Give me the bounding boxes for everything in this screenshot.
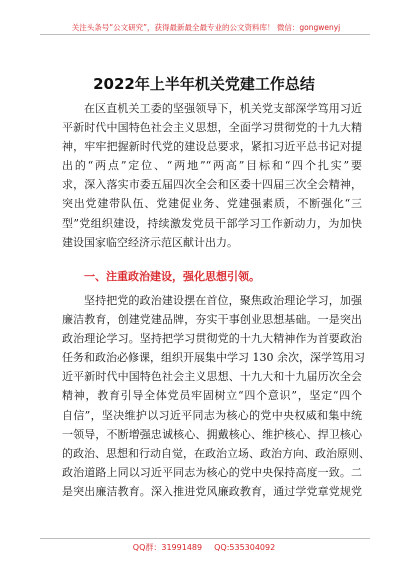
header-banner: 关注头条号“公文研究”，获得最新最全最专业的公文资料库！ 微信：gongwenyj [71,23,341,32]
body-line: 政治理论学习。坚持把学习贯彻党的十九大精神作为首要政治 [62,332,362,346]
footer-qq: QQ:535304092 [214,543,276,552]
footer-divider [40,538,370,539]
body-line: 坚持把党的政治建设摆在首位，聚焦政治理论学习，加强 [84,294,362,307]
intro-line: 型”党组织建设，持续激发党员干部学习工作新动力，为加快 [62,216,362,230]
body-line: 自信”，坚决维护以习近平同志为核心的党中央权威和集中统 [62,408,362,422]
intro-line: 出的“两点”定位、“两地”“两高”目标和“四个扎实”要 [62,159,362,173]
body-paragraph [62,291,370,501]
document-title: 2022年上半年机关党建工作总结 [93,75,315,93]
body-line: 一领导，不断增强忠诚核心、拥戴核心、维护核心、捍卫核心 [62,427,362,441]
intro-line: 在区直机关工委的坚强领导下，机关党支部深学笃用习近 [84,102,362,115]
intro-paragraph [62,99,362,252]
footer-qq-group: QQ群：31991489 [132,543,203,552]
body-line: 的政治、思想和行动自觉，在政治立场、政治方向、政治原则、 [62,446,370,460]
intro-line: 平新时代中国特色社会主义思想，全面学习贯彻党的十九大精 [62,121,362,135]
body-line: 是突出廉洁教育。深入推进党风廉政教育，通过学党章党规党 [62,484,362,498]
footer [0,542,408,553]
intro-line: 神，牢牢把握新时代党的建设总要求，紧扣习近平总书记对提 [62,140,362,154]
body-line: 廉洁教育，创建党建品牌，夯实干事创业思想基础。一是突出 [62,313,362,327]
section-heading: 一、注重政治建设，强化思想引领。 [84,270,260,283]
body-line: 近平新时代中国特色社会主义思想、十九大和十九届历次全会 [62,370,362,384]
body-line: 任务和政治必修课，组织开展集中学习 130 余次，深学笃用习 [62,351,365,365]
intro-line: 求，深入落实市委五届四次全会和区委十四届三次全会精神， [62,178,362,192]
header-divider [40,34,370,35]
body-line: 政治道路上同以习近平同志为核心的党中央保持高度一致。二 [62,465,362,479]
body-line: 精神，教育引导全体党员牢固树立“四个意识”，坚定“四个 [62,389,362,403]
intro-line: 突出党建带队伍、党建促业务、党建强素质，不断强化“三 [62,197,362,211]
intro-line: 建设国家临空经济示范区献计出力。 [62,235,238,249]
